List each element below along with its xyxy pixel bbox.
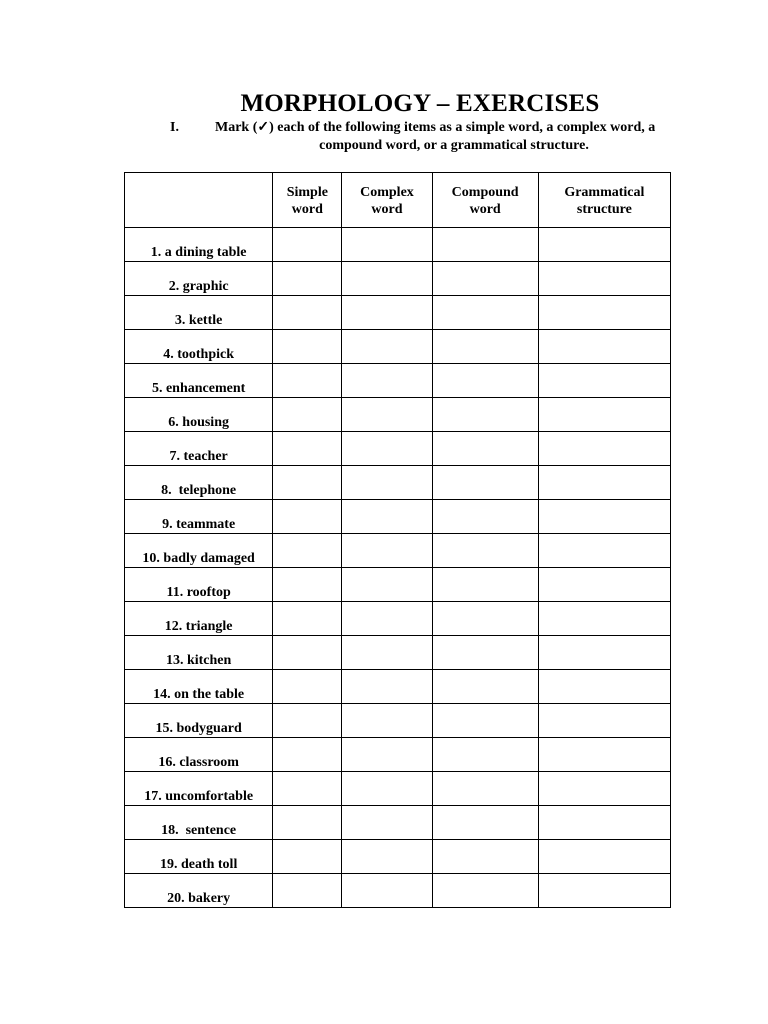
- mark-grammatical-cell[interactable]: [538, 636, 670, 670]
- table-row: [125, 806, 671, 840]
- mark-grammatical-cell[interactable]: [538, 568, 670, 602]
- mark-simple-cell[interactable]: [273, 364, 342, 398]
- item-label: 6. housing: [125, 398, 273, 432]
- item-label: 9. teammate: [125, 500, 273, 534]
- table-row: [125, 704, 671, 738]
- page-title: MORPHOLOGY – EXERCISES: [240, 90, 600, 117]
- mark-grammatical-cell[interactable]: [538, 704, 670, 738]
- mark-compound-cell[interactable]: [432, 398, 538, 432]
- table-row: [125, 602, 671, 636]
- table-body: [125, 228, 671, 908]
- mark-compound-cell[interactable]: [432, 772, 538, 806]
- item-label: 5. enhancement: [125, 364, 273, 398]
- table-row: [125, 330, 671, 364]
- mark-complex-cell[interactable]: [342, 704, 432, 738]
- table-row: [125, 874, 671, 908]
- item-label: 20. bakery: [125, 874, 273, 908]
- mark-complex-cell[interactable]: [342, 772, 432, 806]
- mark-complex-cell[interactable]: [342, 602, 432, 636]
- mark-compound-cell[interactable]: [432, 432, 538, 466]
- mark-compound-cell[interactable]: [432, 568, 538, 602]
- instruction-text-line1: Mark (✓) each of the following items as a simple word, a complex word, a: [215, 120, 656, 135]
- mark-simple-cell[interactable]: [273, 738, 342, 772]
- mark-complex-cell[interactable]: [342, 806, 432, 840]
- table-row: [125, 534, 671, 568]
- header-simple-word: [273, 173, 342, 228]
- mark-compound-cell[interactable]: [432, 602, 538, 636]
- mark-compound-cell[interactable]: [432, 228, 538, 262]
- table-row: [125, 296, 671, 330]
- mark-simple-cell[interactable]: [273, 806, 342, 840]
- mark-simple-cell[interactable]: [273, 228, 342, 262]
- header-label: word: [469, 202, 501, 217]
- mark-simple-cell[interactable]: [273, 840, 342, 874]
- mark-grammatical-cell[interactable]: [538, 806, 670, 840]
- mark-grammatical-cell[interactable]: [538, 466, 670, 500]
- mark-complex-cell[interactable]: [342, 534, 432, 568]
- item-label: 1. a dining table: [125, 228, 273, 262]
- header-label: word: [291, 202, 323, 217]
- instruction-text-line2: compound word, or a grammatical structure.: [319, 138, 589, 153]
- mark-complex-cell[interactable]: [342, 738, 432, 772]
- mark-complex-cell[interactable]: [342, 364, 432, 398]
- header-label: Grammatical: [564, 185, 645, 200]
- mark-compound-cell[interactable]: [432, 534, 538, 568]
- mark-compound-cell[interactable]: [432, 466, 538, 500]
- mark-complex-cell[interactable]: [342, 840, 432, 874]
- mark-grammatical-cell[interactable]: [538, 228, 670, 262]
- table-row: [125, 738, 671, 772]
- table-row: [125, 432, 671, 466]
- header-complex-word: [342, 173, 432, 228]
- mark-complex-cell[interactable]: [342, 262, 432, 296]
- mark-complex-cell[interactable]: [342, 228, 432, 262]
- mark-complex-cell[interactable]: [342, 296, 432, 330]
- item-label: 18. sentence: [125, 806, 273, 840]
- mark-grammatical-cell[interactable]: [538, 398, 670, 432]
- table-row: [125, 772, 671, 806]
- header-label: structure: [576, 202, 632, 217]
- item-label: 8. telephone: [125, 466, 273, 500]
- mark-compound-cell[interactable]: [432, 262, 538, 296]
- table-row: [125, 670, 671, 704]
- mark-compound-cell[interactable]: [432, 704, 538, 738]
- mark-simple-cell[interactable]: [273, 466, 342, 500]
- table-row: [125, 398, 671, 432]
- mark-simple-cell[interactable]: [273, 398, 342, 432]
- item-label: 13. kitchen: [125, 636, 273, 670]
- header-label: Compound: [451, 185, 519, 200]
- mark-simple-cell[interactable]: [273, 670, 342, 704]
- item-label: 19. death toll: [125, 840, 273, 874]
- mark-compound-cell[interactable]: [432, 806, 538, 840]
- mark-grammatical-cell[interactable]: [538, 432, 670, 466]
- mark-grammatical-cell[interactable]: [538, 364, 670, 398]
- header-item-cell: [125, 173, 273, 228]
- item-label: 2. graphic: [125, 262, 273, 296]
- item-label: 11. rooftop: [125, 568, 273, 602]
- table-row: [125, 568, 671, 602]
- mark-complex-cell[interactable]: [342, 670, 432, 704]
- table-row: [125, 364, 671, 398]
- header-label: Complex: [360, 185, 414, 200]
- item-label: 4. toothpick: [125, 330, 273, 364]
- item-label: 15. bodyguard: [125, 704, 273, 738]
- mark-complex-cell[interactable]: [342, 466, 432, 500]
- mark-grammatical-cell[interactable]: [538, 738, 670, 772]
- mark-compound-cell[interactable]: [432, 670, 538, 704]
- table-header-row: [125, 173, 671, 228]
- table-row: [125, 466, 671, 500]
- mark-complex-cell[interactable]: [342, 500, 432, 534]
- mark-simple-cell[interactable]: [273, 534, 342, 568]
- mark-complex-cell[interactable]: [342, 432, 432, 466]
- item-label: 10. badly damaged: [125, 534, 273, 568]
- mark-simple-cell[interactable]: [273, 432, 342, 466]
- mark-simple-cell[interactable]: [273, 772, 342, 806]
- table-row: [125, 636, 671, 670]
- header-grammatical-structure: [538, 173, 670, 228]
- header-label: word: [371, 202, 403, 217]
- mark-complex-cell[interactable]: [342, 874, 432, 908]
- table-row: [125, 500, 671, 534]
- mark-complex-cell[interactable]: [342, 636, 432, 670]
- mark-grammatical-cell[interactable]: [538, 534, 670, 568]
- mark-simple-cell[interactable]: [273, 330, 342, 364]
- item-label: 14. on the table: [125, 670, 273, 704]
- exercise-table: [124, 172, 671, 908]
- header-label: Simple: [286, 185, 328, 200]
- mark-compound-cell[interactable]: [432, 364, 538, 398]
- item-label: 3. kettle: [125, 296, 273, 330]
- mark-simple-cell[interactable]: [273, 568, 342, 602]
- mark-simple-cell[interactable]: [273, 874, 342, 908]
- item-label: 16. classroom: [125, 738, 273, 772]
- mark-compound-cell[interactable]: [432, 330, 538, 364]
- mark-grammatical-cell[interactable]: [538, 500, 670, 534]
- mark-grammatical-cell[interactable]: [538, 670, 670, 704]
- mark-simple-cell[interactable]: [273, 500, 342, 534]
- table-row: [125, 840, 671, 874]
- mark-grammatical-cell[interactable]: [538, 330, 670, 364]
- mark-grammatical-cell[interactable]: [538, 840, 670, 874]
- table-row: [125, 228, 671, 262]
- mark-compound-cell[interactable]: [432, 500, 538, 534]
- mark-grammatical-cell[interactable]: [538, 602, 670, 636]
- mark-simple-cell[interactable]: [273, 262, 342, 296]
- mark-compound-cell[interactable]: [432, 840, 538, 874]
- table-row: [125, 262, 671, 296]
- mark-grammatical-cell[interactable]: [538, 874, 670, 908]
- mark-compound-cell[interactable]: [432, 636, 538, 670]
- instruction-number: I.: [170, 120, 179, 135]
- mark-simple-cell[interactable]: [273, 704, 342, 738]
- mark-complex-cell[interactable]: [342, 330, 432, 364]
- header-compound-word: [432, 173, 538, 228]
- mark-grammatical-cell[interactable]: [538, 262, 670, 296]
- item-label: 7. teacher: [125, 432, 273, 466]
- mark-simple-cell[interactable]: [273, 296, 342, 330]
- mark-complex-cell[interactable]: [342, 568, 432, 602]
- mark-compound-cell[interactable]: [432, 296, 538, 330]
- item-label: 12. triangle: [125, 602, 273, 636]
- mark-simple-cell[interactable]: [273, 636, 342, 670]
- mark-complex-cell[interactable]: [342, 398, 432, 432]
- mark-compound-cell[interactable]: [432, 738, 538, 772]
- mark-compound-cell[interactable]: [432, 874, 538, 908]
- mark-grammatical-cell[interactable]: [538, 296, 670, 330]
- item-label: 17. uncomfortable: [125, 772, 273, 806]
- mark-grammatical-cell[interactable]: [538, 772, 670, 806]
- mark-simple-cell[interactable]: [273, 602, 342, 636]
